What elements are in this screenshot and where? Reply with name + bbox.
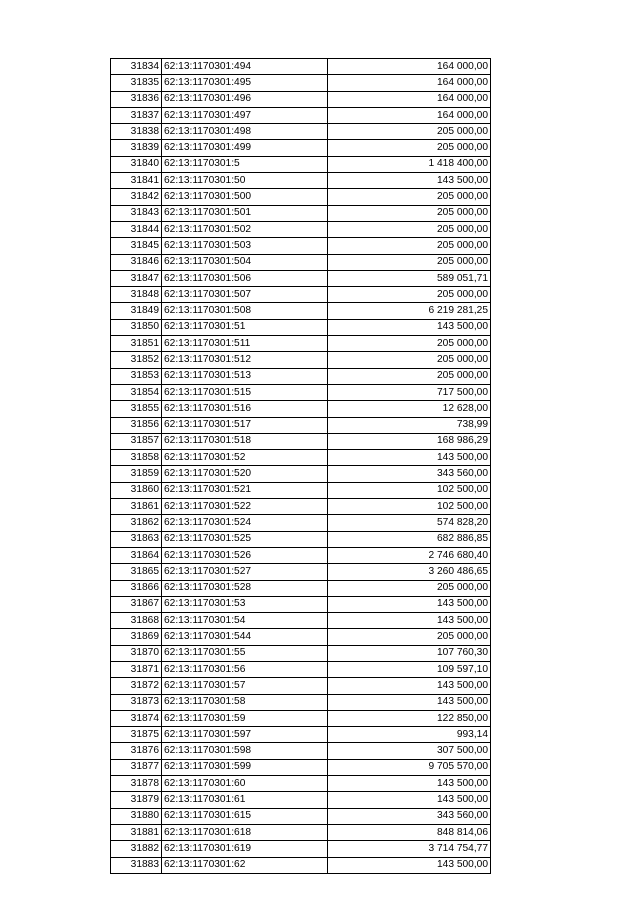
value-cell: 307 500,00 bbox=[328, 743, 491, 759]
value-cell: 205 000,00 bbox=[328, 221, 491, 237]
row-number-cell: 31840 bbox=[111, 156, 162, 172]
row-number-cell: 31836 bbox=[111, 91, 162, 107]
cadastral-number-cell: 62:13:1170301:598 bbox=[162, 743, 328, 759]
cadastral-number-cell: 62:13:1170301:495 bbox=[162, 75, 328, 91]
value-cell: 143 500,00 bbox=[328, 319, 491, 335]
table-row bbox=[111, 173, 491, 189]
row-number-cell: 31835 bbox=[111, 75, 162, 91]
row-number-cell: 31839 bbox=[111, 140, 162, 156]
cadastral-number-cell: 62:13:1170301:517 bbox=[162, 417, 328, 433]
table-row bbox=[111, 482, 491, 498]
row-number-cell: 31875 bbox=[111, 727, 162, 743]
row-number-cell: 31851 bbox=[111, 336, 162, 352]
row-number-cell: 31855 bbox=[111, 401, 162, 417]
cadastral-number-cell: 62:13:1170301:618 bbox=[162, 824, 328, 840]
row-number-cell: 31853 bbox=[111, 368, 162, 384]
value-cell: 143 500,00 bbox=[328, 678, 491, 694]
value-cell: 143 500,00 bbox=[328, 776, 491, 792]
cadastral-number-cell: 62:13:1170301:513 bbox=[162, 368, 328, 384]
value-cell: 205 000,00 bbox=[328, 352, 491, 368]
table-row bbox=[111, 531, 491, 547]
value-cell: 6 219 281,25 bbox=[328, 303, 491, 319]
table-row bbox=[111, 319, 491, 335]
cadastral-number-cell: 62:13:1170301:52 bbox=[162, 450, 328, 466]
table-row bbox=[111, 661, 491, 677]
cadastral-number-cell: 62:13:1170301:520 bbox=[162, 466, 328, 482]
row-number-cell: 31843 bbox=[111, 205, 162, 221]
value-cell: 993,14 bbox=[328, 727, 491, 743]
cadastral-number-cell: 62:13:1170301:50 bbox=[162, 173, 328, 189]
row-number-cell: 31837 bbox=[111, 107, 162, 123]
value-cell: 164 000,00 bbox=[328, 59, 491, 75]
value-cell: 205 000,00 bbox=[328, 254, 491, 270]
table-row bbox=[111, 596, 491, 612]
value-cell: 848 814,06 bbox=[328, 824, 491, 840]
cadastral-number-cell: 62:13:1170301:544 bbox=[162, 629, 328, 645]
row-number-cell: 31878 bbox=[111, 776, 162, 792]
value-cell: 1 418 400,00 bbox=[328, 156, 491, 172]
value-cell: 3 714 754,77 bbox=[328, 841, 491, 857]
cadastral-number-cell: 62:13:1170301:59 bbox=[162, 710, 328, 726]
table-row bbox=[111, 75, 491, 91]
table-body bbox=[111, 59, 491, 874]
table-row bbox=[111, 466, 491, 482]
cadastral-number-cell: 62:13:1170301:525 bbox=[162, 531, 328, 547]
table-row bbox=[111, 368, 491, 384]
cadastral-number-cell: 62:13:1170301:515 bbox=[162, 384, 328, 400]
value-cell: 102 500,00 bbox=[328, 499, 491, 515]
table-row bbox=[111, 433, 491, 449]
cadastral-number-cell: 62:13:1170301:615 bbox=[162, 808, 328, 824]
row-number-cell: 31882 bbox=[111, 841, 162, 857]
value-cell: 164 000,00 bbox=[328, 107, 491, 123]
row-number-cell: 31868 bbox=[111, 613, 162, 629]
table-row bbox=[111, 629, 491, 645]
table-row bbox=[111, 857, 491, 873]
table-row bbox=[111, 515, 491, 531]
value-cell: 143 500,00 bbox=[328, 173, 491, 189]
cadastral-number-cell: 62:13:1170301:507 bbox=[162, 287, 328, 303]
row-number-cell: 31860 bbox=[111, 482, 162, 498]
cadastral-number-cell: 62:13:1170301:511 bbox=[162, 336, 328, 352]
row-number-cell: 31844 bbox=[111, 221, 162, 237]
table-row bbox=[111, 156, 491, 172]
row-number-cell: 31838 bbox=[111, 124, 162, 140]
table-row bbox=[111, 450, 491, 466]
table-row bbox=[111, 808, 491, 824]
row-number-cell: 31848 bbox=[111, 287, 162, 303]
cadastral-number-cell: 62:13:1170301:522 bbox=[162, 499, 328, 515]
table-row bbox=[111, 743, 491, 759]
row-number-cell: 31841 bbox=[111, 173, 162, 189]
table-row bbox=[111, 759, 491, 775]
table-row bbox=[111, 678, 491, 694]
value-cell: 574 828,20 bbox=[328, 515, 491, 531]
value-cell: 164 000,00 bbox=[328, 91, 491, 107]
value-cell: 9 705 570,00 bbox=[328, 759, 491, 775]
table-row bbox=[111, 303, 491, 319]
value-cell: 122 850,00 bbox=[328, 710, 491, 726]
cadastral-number-cell: 62:13:1170301:521 bbox=[162, 482, 328, 498]
row-number-cell: 31850 bbox=[111, 319, 162, 335]
value-cell: 168 986,29 bbox=[328, 433, 491, 449]
value-cell: 205 000,00 bbox=[328, 140, 491, 156]
cadastral-number-cell: 62:13:1170301:5 bbox=[162, 156, 328, 172]
table-row bbox=[111, 287, 491, 303]
value-cell: 717 500,00 bbox=[328, 384, 491, 400]
cadastral-number-cell: 62:13:1170301:58 bbox=[162, 694, 328, 710]
row-number-cell: 31845 bbox=[111, 238, 162, 254]
table-row bbox=[111, 499, 491, 515]
cadastral-number-cell: 62:13:1170301:597 bbox=[162, 727, 328, 743]
value-cell: 2 746 680,40 bbox=[328, 547, 491, 563]
row-number-cell: 31861 bbox=[111, 499, 162, 515]
value-cell: 682 886,85 bbox=[328, 531, 491, 547]
cadastral-number-cell: 62:13:1170301:498 bbox=[162, 124, 328, 140]
cadastral-number-cell: 62:13:1170301:506 bbox=[162, 270, 328, 286]
row-number-cell: 31869 bbox=[111, 629, 162, 645]
row-number-cell: 31863 bbox=[111, 531, 162, 547]
cadastral-number-cell: 62:13:1170301:516 bbox=[162, 401, 328, 417]
cadastral-number-cell: 62:13:1170301:499 bbox=[162, 140, 328, 156]
value-cell: 205 000,00 bbox=[328, 580, 491, 596]
table-row bbox=[111, 140, 491, 156]
table-row bbox=[111, 59, 491, 75]
cadastral-number-cell: 62:13:1170301:494 bbox=[162, 59, 328, 75]
cadastral-number-cell: 62:13:1170301:55 bbox=[162, 645, 328, 661]
row-number-cell: 31871 bbox=[111, 661, 162, 677]
cadastral-number-cell: 62:13:1170301:524 bbox=[162, 515, 328, 531]
table-row bbox=[111, 792, 491, 808]
table-row bbox=[111, 417, 491, 433]
cadastral-number-cell: 62:13:1170301:61 bbox=[162, 792, 328, 808]
row-number-cell: 31854 bbox=[111, 384, 162, 400]
cadastral-number-cell: 62:13:1170301:619 bbox=[162, 841, 328, 857]
cadastral-number-cell: 62:13:1170301:62 bbox=[162, 857, 328, 873]
cadastral-number-cell: 62:13:1170301:54 bbox=[162, 613, 328, 629]
row-number-cell: 31856 bbox=[111, 417, 162, 433]
value-cell: 109 597,10 bbox=[328, 661, 491, 677]
table-row bbox=[111, 727, 491, 743]
table-row bbox=[111, 776, 491, 792]
value-cell: 12 628,00 bbox=[328, 401, 491, 417]
table-row bbox=[111, 107, 491, 123]
cadastral-number-cell: 62:13:1170301:503 bbox=[162, 238, 328, 254]
row-number-cell: 31867 bbox=[111, 596, 162, 612]
cadastral-value-table bbox=[110, 58, 491, 874]
cadastral-number-cell: 62:13:1170301:501 bbox=[162, 205, 328, 221]
row-number-cell: 31879 bbox=[111, 792, 162, 808]
value-cell: 205 000,00 bbox=[328, 189, 491, 205]
cadastral-number-cell: 62:13:1170301:496 bbox=[162, 91, 328, 107]
table-row bbox=[111, 384, 491, 400]
cadastral-number-cell: 62:13:1170301:57 bbox=[162, 678, 328, 694]
row-number-cell: 31880 bbox=[111, 808, 162, 824]
row-number-cell: 31864 bbox=[111, 547, 162, 563]
value-cell: 589 051,71 bbox=[328, 270, 491, 286]
value-cell: 143 500,00 bbox=[328, 450, 491, 466]
value-cell: 205 000,00 bbox=[328, 205, 491, 221]
table-row bbox=[111, 841, 491, 857]
table-row bbox=[111, 613, 491, 629]
cadastral-number-cell: 62:13:1170301:53 bbox=[162, 596, 328, 612]
table-row bbox=[111, 401, 491, 417]
cadastral-number-cell: 62:13:1170301:526 bbox=[162, 547, 328, 563]
table-row bbox=[111, 547, 491, 563]
value-cell: 205 000,00 bbox=[328, 336, 491, 352]
cadastral-number-cell: 62:13:1170301:527 bbox=[162, 564, 328, 580]
row-number-cell: 31872 bbox=[111, 678, 162, 694]
table-row bbox=[111, 580, 491, 596]
row-number-cell: 31842 bbox=[111, 189, 162, 205]
table-row bbox=[111, 189, 491, 205]
table-row bbox=[111, 710, 491, 726]
table-row bbox=[111, 824, 491, 840]
table-row bbox=[111, 238, 491, 254]
cadastral-number-cell: 62:13:1170301:518 bbox=[162, 433, 328, 449]
table-row bbox=[111, 254, 491, 270]
row-number-cell: 31849 bbox=[111, 303, 162, 319]
row-number-cell: 31852 bbox=[111, 352, 162, 368]
table-row bbox=[111, 645, 491, 661]
value-cell: 205 000,00 bbox=[328, 629, 491, 645]
cadastral-number-cell: 62:13:1170301:60 bbox=[162, 776, 328, 792]
row-number-cell: 31873 bbox=[111, 694, 162, 710]
table-row bbox=[111, 221, 491, 237]
row-number-cell: 31870 bbox=[111, 645, 162, 661]
value-cell: 164 000,00 bbox=[328, 75, 491, 91]
row-number-cell: 31859 bbox=[111, 466, 162, 482]
table-row bbox=[111, 91, 491, 107]
value-cell: 3 260 486,65 bbox=[328, 564, 491, 580]
value-cell: 343 560,00 bbox=[328, 808, 491, 824]
cadastral-number-cell: 62:13:1170301:504 bbox=[162, 254, 328, 270]
row-number-cell: 31846 bbox=[111, 254, 162, 270]
value-cell: 205 000,00 bbox=[328, 287, 491, 303]
row-number-cell: 31858 bbox=[111, 450, 162, 466]
value-cell: 205 000,00 bbox=[328, 238, 491, 254]
value-cell: 143 500,00 bbox=[328, 792, 491, 808]
table-row bbox=[111, 564, 491, 580]
table-row bbox=[111, 336, 491, 352]
table-row bbox=[111, 694, 491, 710]
value-cell: 205 000,00 bbox=[328, 124, 491, 140]
row-number-cell: 31862 bbox=[111, 515, 162, 531]
row-number-cell: 31883 bbox=[111, 857, 162, 873]
cadastral-number-cell: 62:13:1170301:508 bbox=[162, 303, 328, 319]
row-number-cell: 31876 bbox=[111, 743, 162, 759]
row-number-cell: 31866 bbox=[111, 580, 162, 596]
cadastral-number-cell: 62:13:1170301:497 bbox=[162, 107, 328, 123]
table-row bbox=[111, 270, 491, 286]
row-number-cell: 31881 bbox=[111, 824, 162, 840]
cadastral-number-cell: 62:13:1170301:512 bbox=[162, 352, 328, 368]
table-row bbox=[111, 352, 491, 368]
table-row bbox=[111, 205, 491, 221]
value-cell: 205 000,00 bbox=[328, 368, 491, 384]
value-cell: 107 760,30 bbox=[328, 645, 491, 661]
cadastral-number-cell: 62:13:1170301:528 bbox=[162, 580, 328, 596]
row-number-cell: 31874 bbox=[111, 710, 162, 726]
row-number-cell: 31847 bbox=[111, 270, 162, 286]
value-cell: 143 500,00 bbox=[328, 596, 491, 612]
value-cell: 102 500,00 bbox=[328, 482, 491, 498]
value-cell: 143 500,00 bbox=[328, 613, 491, 629]
value-cell: 738,99 bbox=[328, 417, 491, 433]
row-number-cell: 31877 bbox=[111, 759, 162, 775]
cadastral-number-cell: 62:13:1170301:599 bbox=[162, 759, 328, 775]
row-number-cell: 31865 bbox=[111, 564, 162, 580]
value-cell: 343 560,00 bbox=[328, 466, 491, 482]
row-number-cell: 31857 bbox=[111, 433, 162, 449]
cadastral-number-cell: 62:13:1170301:500 bbox=[162, 189, 328, 205]
cadastral-number-cell: 62:13:1170301:56 bbox=[162, 661, 328, 677]
value-cell: 143 500,00 bbox=[328, 857, 491, 873]
cadastral-number-cell: 62:13:1170301:502 bbox=[162, 221, 328, 237]
value-cell: 143 500,00 bbox=[328, 694, 491, 710]
cadastral-number-cell: 62:13:1170301:51 bbox=[162, 319, 328, 335]
row-number-cell: 31834 bbox=[111, 59, 162, 75]
table-row bbox=[111, 124, 491, 140]
